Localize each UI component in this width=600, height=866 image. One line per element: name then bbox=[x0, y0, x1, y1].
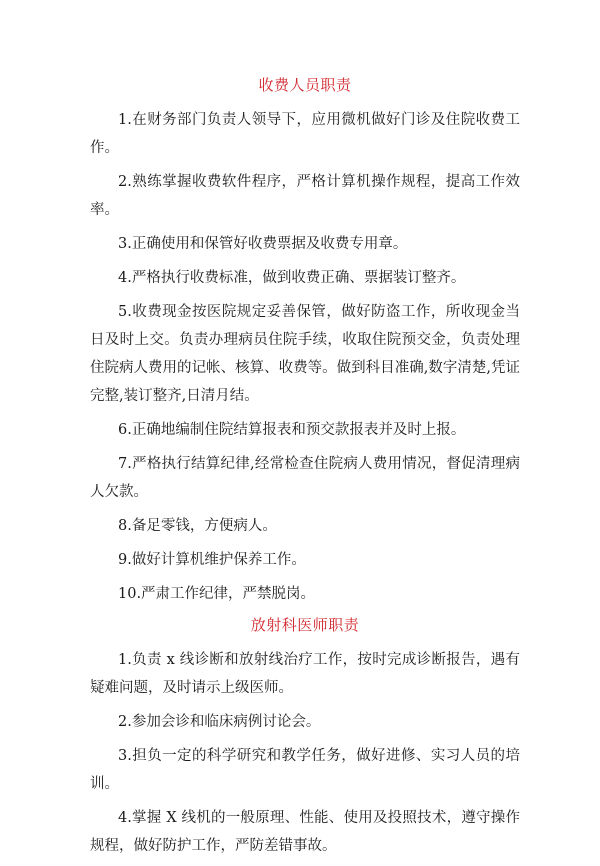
list-item: 9.做好计算机维护保养工作。 bbox=[118, 552, 306, 568]
list-item: 3.正确使用和保管好收费票据及收费专用章。 bbox=[118, 236, 408, 252]
list-item: 3.担负一定的科学研究和教学任务，做好进修、实习人员的培训。 bbox=[90, 748, 520, 792]
list-item: 6.正确地编制住院结算报表和预交款报表并及时上报。 bbox=[118, 422, 466, 438]
list-item: 4.严格执行收费标准，做到收费正确、票据装订整齐。 bbox=[118, 270, 466, 286]
list-item: 2.参加会诊和临床病例讨论会。 bbox=[118, 714, 321, 730]
list-item: 1.负责 x 线诊断和放射线治疗工作，按时完成诊断报告，遇有疑难问题，及时请示上级医师。 bbox=[90, 652, 520, 696]
document-content bbox=[90, 74, 520, 866]
list-item: 2.熟练掌握收费软件程序，严格计算机操作规程，提高工作效率。 bbox=[90, 174, 520, 218]
section-title-cashier: 收费人员职责 bbox=[258, 76, 352, 94]
list-item: 1.在财务部门负责人领导下，应用微机做好门诊及住院收费工作。 bbox=[90, 112, 520, 156]
list-item: 4.掌握 X 线机的一般原理、性能、使用及投照技术，遵守操作规程，做好防护工作，严防差错事故。 bbox=[90, 810, 520, 854]
section-title-radiology: 放射科医师职责 bbox=[250, 616, 360, 634]
list-item: 10.严肃工作纪律，严禁脱岗。 bbox=[118, 586, 316, 602]
list-item: 5.收费现金按医院规定妥善保管，做好防盗工作，所收现金当日及时上交。负责办理病员住院手续，收取住院预交金，负责处理住院病人费用的记帐、核算、收费等。做到科目准确,数字清楚,凭证完整,装订整齐,日清月结。 bbox=[90, 304, 520, 404]
list-item: 8.备足零钱，方便病人。 bbox=[118, 518, 277, 534]
list-item: 7.严格执行结算纪律,经常检查住院病人费用情况，督促清理病人欠款。 bbox=[90, 456, 520, 500]
